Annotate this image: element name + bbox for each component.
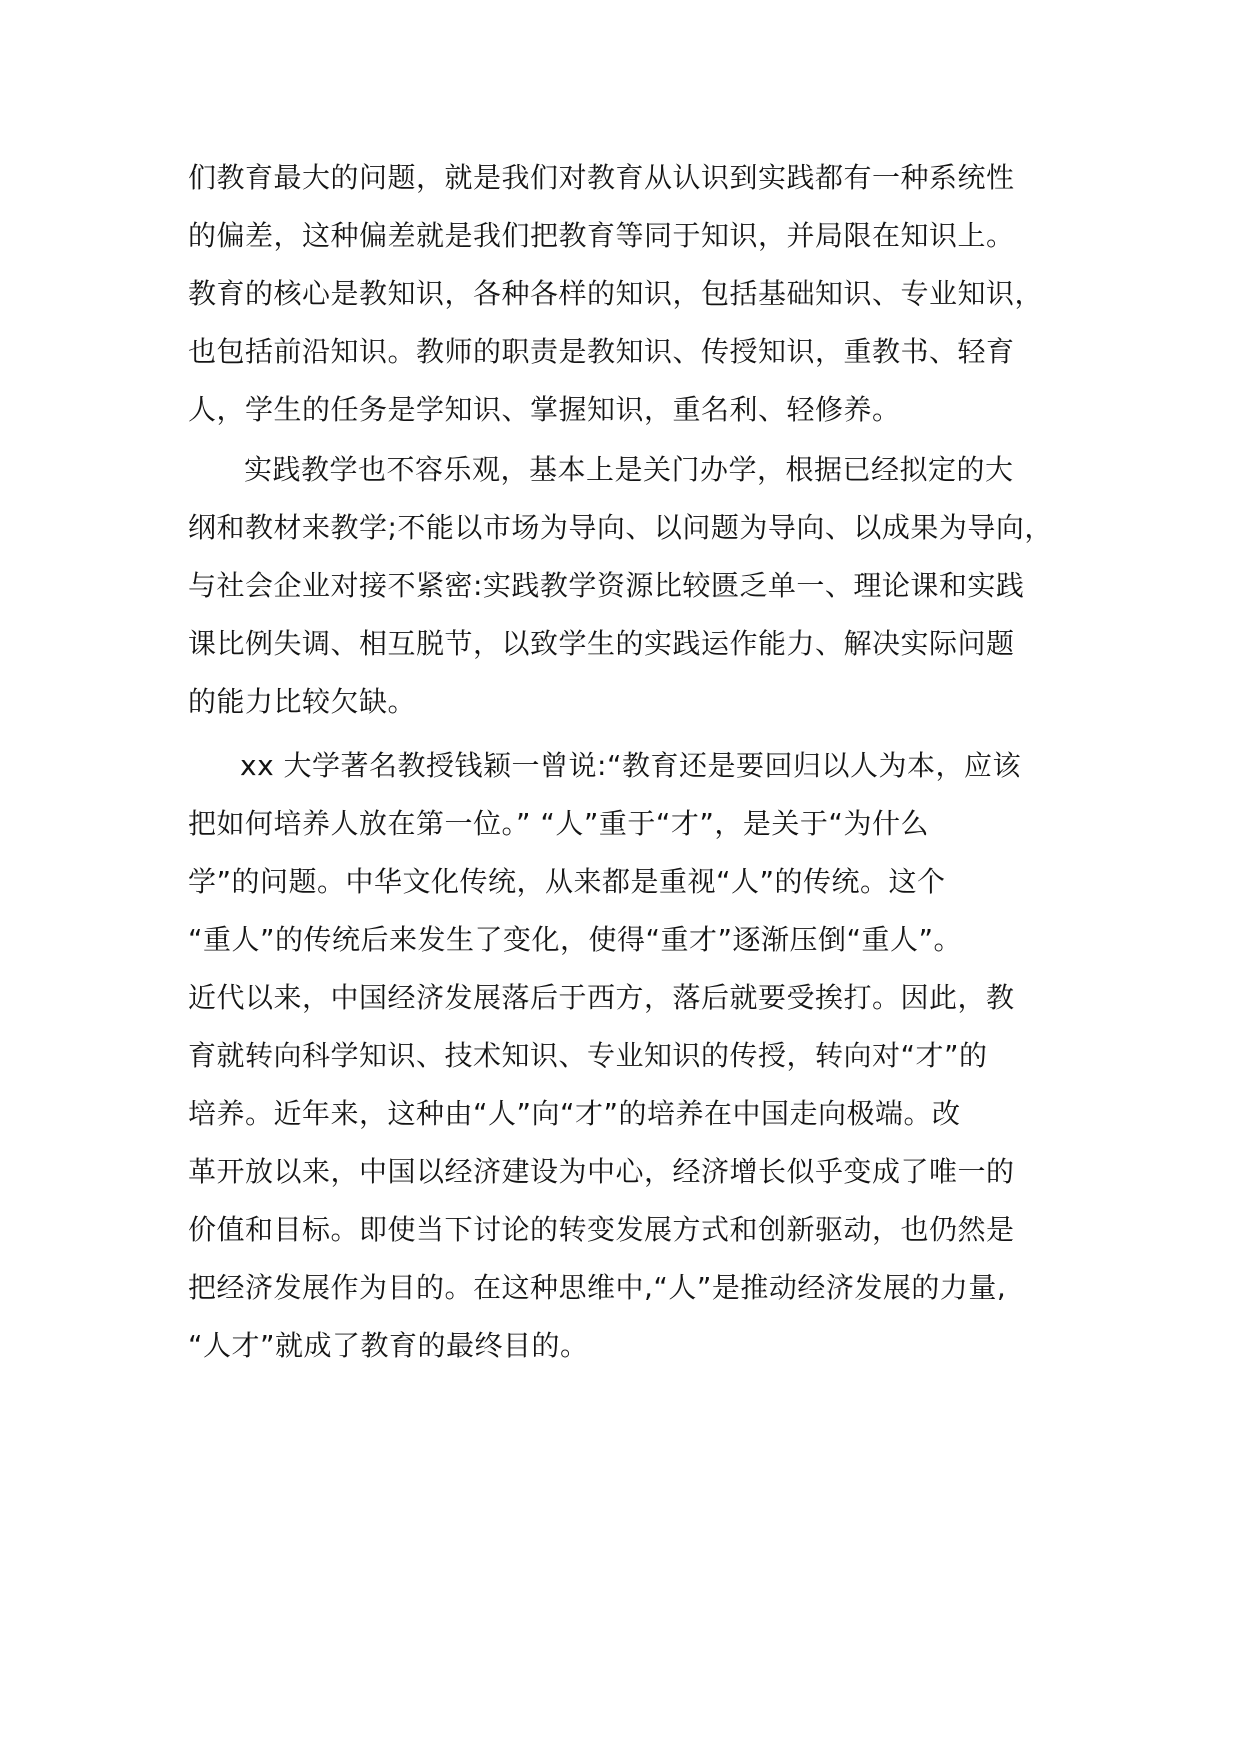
text-line: 价值和目标。即使当下讨论的转变发展方式和创新驱动，也仍然是 (188, 1213, 1015, 1246)
text-line: 纲和教材来教学;不能以市场为导向、以问题为导向、以成果为导向， (188, 511, 1053, 544)
text-line: “重人”的传统后来发生了变化，使得“重才”逐渐压倒“重人”。 (188, 923, 963, 956)
text-line: 把如何培养人放在第一位。” “人”重于“才”，是关于“为什么 (188, 807, 929, 840)
text-line: 把经济发展作为目的。在这种思维中,“人”是推动经济发展的力量, (188, 1271, 1007, 1304)
text-line: 的能力比较欠缺。 (188, 685, 417, 718)
text-line: 的偏差，这种偏差就是我们把教育等同于知识，并局限在知识上。 (188, 219, 1015, 252)
text-line: 也包括前沿知识。教师的职责是教知识、传授知识，重教书、轻育 (188, 335, 1015, 368)
text-line: 与社会企业对接不紧密:实践教学资源比较匮乏单一、理论课和实践 (188, 569, 1025, 602)
text-line: 培养。近年来，这种由“人”向“才”的培养在中国走向极端。改 (188, 1097, 961, 1130)
paragraph-first-line: 实践教学也不容乐观，基本上是关门办学，根据已经拟定的大 (244, 453, 1014, 486)
text-line: 课比例失调、相互脱节，以致学生的实践运作能力、解决实际问题 (188, 627, 1015, 660)
text-line: “人才”就成了教育的最终目的。 (188, 1329, 589, 1362)
text-line: 教育的核心是教知识，各种各样的知识，包括基础知识、专业知识， (188, 277, 1044, 310)
text-line: 学”的问题。中华文化传统，从来都是重视“人”的传统。这个 (188, 865, 946, 898)
text-line: 们教育最大的问题，就是我们对教育从认识到实践都有一种系统性 (188, 161, 1015, 194)
text-line: 革开放以来，中国以经济建设为中心，经济增长似乎变成了唯一的 (188, 1155, 1015, 1188)
paragraph-first-line: xx 大学著名教授钱颖一曾说:“教育还是要回归以人为本，应该 (240, 749, 1021, 782)
text-line: 育就转向科学知识、技术知识、专业知识的传授，转向对“才”的 (188, 1039, 988, 1072)
text-line: 近代以来，中国经济发展落后于西方，落后就要受挨打。因此，教 (188, 981, 1015, 1014)
text-line: 人，学生的任务是学知识、掌握知识，重名利、轻修养。 (188, 393, 901, 426)
